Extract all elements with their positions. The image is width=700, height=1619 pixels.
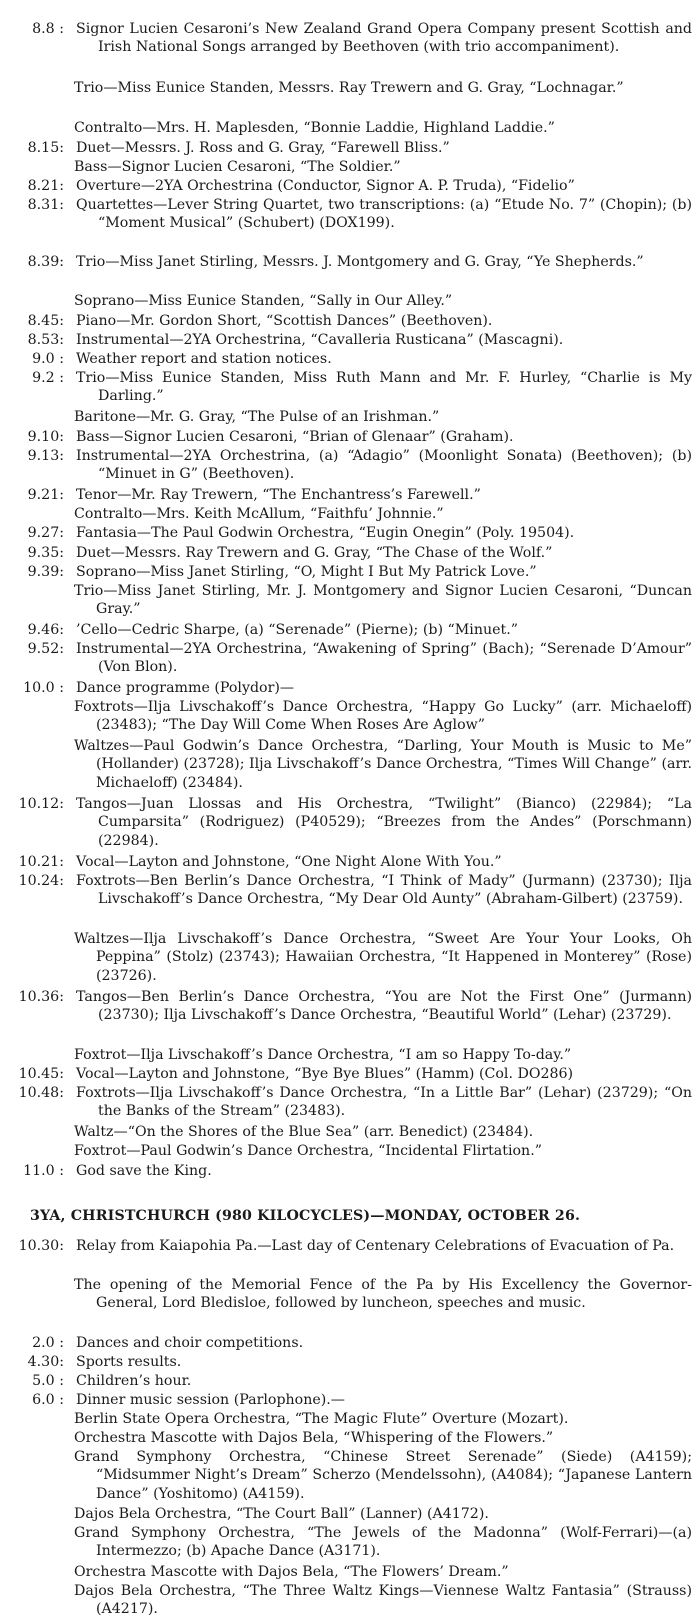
entry-text: Dance programme (Polydor)— (76, 680, 295, 696)
entry-text: Bass—Signor Lucien Cesaroni, “Brian of Glenaar” (Graham). (76, 429, 514, 445)
entry-time: 5.0 : (32, 1373, 64, 1389)
entry-text: Foxtrots—Ilja Livschakoff’s Dance Orchestra, “In a Little Bar” (Lehar) (23729); “On the Banks of the Stream” (23483). (76, 1085, 692, 1120)
entry-text: Trio—Miss Janet Stirling, Messrs. J. Montgomery and G. Gray, “Ye Shepherds.” (76, 254, 644, 270)
entry-time: 8.39: (27, 254, 64, 270)
entry-text: Foxtrots—Ben Berlin’s Dance Orchestra, “I Think of Mady” (Jurmann) (23730); Ilja Livschakoff’s Dance Orchestra, “My Dear Old Aunty” (Abraham-Gilbert) (23759). (76, 873, 692, 908)
entry-text: Soprano—Miss Janet Stirling, “O, Might I But My Patrick Love.” (76, 564, 537, 580)
entry-time: 8.21: (27, 178, 64, 194)
entry-text: Duet—Messrs. Ray Trewern and G. Gray, “The Chase of the Wolf.” (76, 545, 553, 561)
entry-text: Sports results. (76, 1354, 182, 1370)
entry-text: Dajos Bela Orchestra, “The Court Ball” (Lanner) (A4172). (74, 1506, 489, 1522)
entry-text: Trio—Miss Janet Stirling, Mr. J. Montgomery and Signor Lucien Cesaroni, “Duncan Gray.” (74, 583, 692, 618)
entry-text: Tangos—Ben Berlin’s Dance Orchestra, “You are Not the First One” (Jurmann) (23730); Ilja Livschakoff’s Dance Orchestra, “Beautiful World” (Lehar) (23729). (76, 989, 692, 1024)
entry-text: Relay from Kaiapohia Pa.—Last day of Centenary Celebrations of Evacuation of Pa. (76, 1238, 675, 1254)
entry-text: Dinner music session (Parlophone).— (76, 1392, 345, 1408)
entry-text: Piano—Mr. Gordon Short, “Scottish Dances” (Beethoven). (76, 313, 493, 329)
entry-text: God save the King. (76, 1163, 212, 1179)
entry-text: Trio—Miss Eunice Standen, Messrs. Ray Trewern and G. Gray, “Lochnagar.” (74, 80, 624, 96)
entry-text: Signor Lucien Cesaroni’s New Zealand Grand Opera Company present Scottish and Irish National Songs arranged by Beethoven (with trio accompaniment). (76, 21, 692, 56)
entry-text: The opening of the Memorial Fence of the Pa by His Excellency the Governor-General, Lord Bledisloe, followed by luncheon, speeches and music. (74, 1277, 692, 1312)
entry-time: 11.0 : (23, 1163, 64, 1179)
entry-text: ’Cello—Cedric Sharpe, (a) “Serenade” (Pierne); (b) “Minuet.” (76, 622, 518, 638)
entry-text: Grand Symphony Orchestra, “The Jewels of the Madonna” (Wolf-Ferrari)—(a) Intermezzo; (b) Apache Dance (A3171). (74, 1525, 692, 1560)
entry-text: Contralto—Mrs. H. Maplesden, “Bonnie Laddie, Highland Laddie.” (74, 120, 555, 136)
entry-time: 10.48: (18, 1085, 64, 1101)
entry-time: 9.35: (27, 545, 64, 561)
entry-time: 9.27: (27, 525, 64, 541)
entry-text: Bass—Signor Lucien Cesaroni, “The Soldier.” (74, 159, 401, 175)
entry-time: 8.45: (27, 313, 64, 329)
entry-time: 10.45: (18, 1066, 64, 1082)
station-heading: 3YA, CHRISTCHURCH (980 KILOCYCLES)—MONDAY, OCTOBER 26. (30, 1208, 581, 1224)
entry-text: Vocal—Layton and Johnstone, “One Night Alone With You.” (76, 854, 502, 870)
entry-text: Soprano—Miss Eunice Standen, “Sally in Our Alley.” (74, 293, 453, 309)
entry-time: 10.21: (18, 854, 64, 870)
entry-text: Berlin State Opera Orchestra, “The Magic Flute” Overture (Mozart). (74, 1411, 569, 1427)
entry-time: 8.31: (27, 197, 64, 213)
entry-text: Overture—2YA Orchestrina (Conductor, Signor A. P. Truda), “Fidelio” (76, 178, 575, 194)
entry-text: Instrumental—2YA Orchestrina, (a) “Adagio” (Moonlight Sonata) (Beethoven); (b) “Minuet in G” (Beethoven). (76, 448, 692, 483)
entry-text: Waltzes—Ilja Livschakoff’s Dance Orchestra, “Sweet Are Your Your Looks, Oh Peppina” (Stolz) (23743); Hawaiian Orchestra, “It Happened in Monterey” (Rose) (23726). (74, 931, 692, 984)
entry-text: Tenor—Mr. Ray Trewern, “The Enchantress’s Farewell.” (76, 487, 481, 503)
entry-text: Orchestra Mascotte with Dajos Bela, “The Flowers’ Dream.” (74, 1564, 509, 1580)
entry-text: Quartettes—Lever String Quartet, two transcriptions: (a) “Etude No. 7” (Chopin); (b) “Moment Musical” (Schubert) (DOX199). (76, 197, 692, 232)
entry-time: 9.39: (27, 564, 64, 580)
entry-time: 9.46: (27, 622, 64, 638)
entry-text: Orchestra Mascotte with Dajos Bela, “Whispering of the Flowers.” (74, 1430, 554, 1446)
entry-text: Tangos—Juan Llossas and His Orchestra, “Twilight” (Bianco) (22984); “La Cumparsita” (Rodriguez) (P40529); “Breezes from the Andes” (Porschmann) (22984). (76, 796, 692, 849)
entry-time: 9.21: (27, 487, 64, 503)
entry-time: 9.10: (27, 429, 64, 445)
entry-text: Foxtrot—Paul Godwin’s Dance Orchestra, “Incidental Flirtation.” (74, 1143, 542, 1159)
entry-time: 4.30: (27, 1354, 64, 1370)
entry-time: 6.0 : (32, 1392, 64, 1408)
entry-time: 10.12: (18, 796, 64, 812)
entry-time: 9.2 : (32, 370, 64, 386)
entry-text: Instrumental—2YA Orchestrina, “Awakening of Spring” (Bach); “Serenade D’Amour” (Von Blon). (76, 641, 692, 676)
entry-text: Dajos Bela Orchestra, “The Three Waltz Kings—Viennese Waltz Fantasia” (Strauss) (A4217). (74, 1583, 692, 1618)
entry-text: Contralto—Mrs. Keith McAllum, “Faithfu’ Johnnie.” (74, 506, 444, 522)
entry-text: Weather report and station notices. (76, 351, 332, 367)
entry-time: 8.8 : (32, 21, 64, 37)
entry-time: 2.0 : (32, 1335, 64, 1351)
entry-text: Vocal—Layton and Johnstone, “Bye Bye Blues” (Hamm) (Col. DO286) (76, 1066, 574, 1082)
entry-text: Foxtrot—Ilja Livschakoff’s Dance Orchestra, “I am so Happy To-day.” (74, 1047, 572, 1063)
entry-time: 8.15: (27, 140, 64, 156)
entry-time: 9.52: (27, 641, 64, 657)
entry-time: 10.24: (18, 873, 64, 889)
entry-text: Baritone—Mr. G. Gray, “The Pulse of an Irishman.” (74, 409, 440, 425)
entry-time: 10.30: (18, 1238, 64, 1254)
entry-text: Instrumental—2YA Orchestrina, “Cavalleria Rusticana” (Mascagni). (76, 332, 564, 348)
entry-text: Duet—Messrs. J. Ross and G. Gray, “Farewell Bliss.” (76, 140, 450, 156)
entry-text: Foxtrots—Ilja Livschakoff’s Dance Orchestra, “Happy Go Lucky” (arr. Michaeloff) (23483); “The Day Will Come When Roses Are Aglow” (74, 699, 692, 734)
entry-time: 9.0 : (32, 351, 64, 367)
entry-text: Waltzes—Paul Godwin’s Dance Orchestra, “Darling, Your Mouth is Music to Me” (Hollander) (23728); Ilja Livschakoff’s Dance Orchestra, “Times Will Change” (arr. Michaeloff) (23484). (74, 738, 692, 791)
entry-time: 9.13: (27, 448, 64, 464)
entry-text: Dances and choir competitions. (76, 1335, 304, 1351)
entry-text: Fantasia—The Paul Godwin Orchestra, “Eugin Onegin” (Poly. 19504). (76, 525, 575, 541)
entry-text: Grand Symphony Orchestra, “Chinese Street Serenade” (Siede) (A4159); “Midsummer Night’s Dream” Scherzo (Mendelssohn), (A4084); “Japanese Lantern Dance” (Yoshitomo) (A4159). (74, 1449, 692, 1502)
entry-time: 10.36: (18, 989, 64, 1005)
entry-text: Children’s hour. (76, 1373, 192, 1389)
entry-time: 10.0 : (23, 680, 64, 696)
entry-text: Waltz—“On the Shores of the Blue Sea” (arr. Benedict) (23484). (74, 1124, 534, 1140)
entry-time: 8.53: (27, 332, 64, 348)
entry-text: Trio—Miss Eunice Standen, Miss Ruth Mann and Mr. F. Hurley, “Charlie is My Darling.” (76, 370, 692, 405)
